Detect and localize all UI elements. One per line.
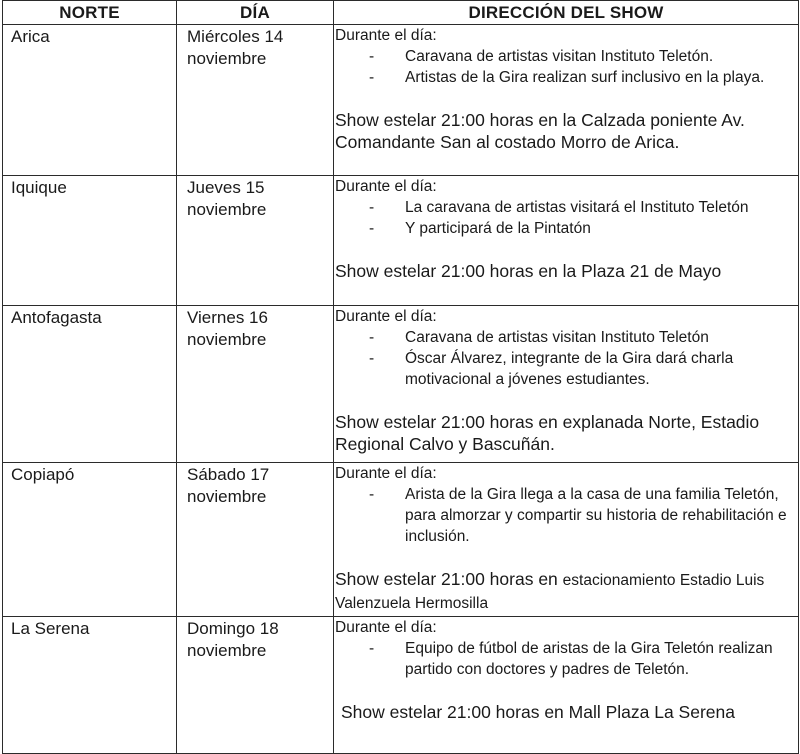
city-cell: Antofagasta [3, 306, 177, 463]
during-label: Durante el día: [335, 27, 437, 44]
activity-text: Y participará de la Pintatón [405, 220, 591, 237]
detail-cell [334, 463, 799, 617]
activity-list [335, 484, 796, 547]
detail-cell [334, 617, 799, 754]
detail-cell [334, 25, 799, 176]
during-label: Durante el día: [335, 308, 437, 325]
day-cell [177, 306, 334, 463]
table-row [3, 617, 799, 754]
day-month: noviembre [187, 641, 267, 660]
activity-text: Artistas de la Gira realizan surf inclusivo en la playa. [405, 69, 765, 86]
show-schedule-table [2, 0, 799, 754]
city-cell: Iquique [3, 176, 177, 306]
dash-bullet: - [369, 486, 375, 503]
during-label: Durante el día: [335, 178, 437, 195]
day-date: Miércoles 14 [187, 27, 284, 46]
detail-cell [334, 306, 799, 463]
day-date: Viernes 16 [187, 308, 268, 327]
day-month: noviembre [187, 200, 267, 219]
day-date: Domingo 18 [187, 619, 279, 638]
during-label: Durante el día: [335, 465, 437, 482]
day-date: Jueves 15 [187, 178, 265, 197]
list-item [335, 348, 796, 390]
day-cell [177, 176, 334, 306]
during-label: Durante el día: [335, 619, 437, 636]
list-item [335, 484, 796, 547]
activity-text: Caravana de artistas visitan Instituto Teletón [405, 329, 709, 346]
dash-bullet: - [369, 329, 375, 346]
activity-list [335, 327, 796, 390]
list-item [335, 46, 796, 67]
activity-list [335, 46, 796, 88]
table-row [3, 306, 799, 463]
header-day: DÍA [177, 1, 334, 25]
detail-cell [334, 176, 799, 306]
table-row [3, 176, 799, 306]
show-text: Show estelar 21:00 horas en la Calzada poniente Av. Comandante San al costado Morro de Arica. [335, 110, 745, 152]
show-text: Show estelar 21:00 horas en explanada Norte, Estadio Regional Calvo y Bascuñán. [335, 412, 760, 454]
activity-text: Equipo de fútbol de aristas de la Gira Teletón realizan partido con doctores y padres de Teletón. [405, 640, 773, 678]
day-month: noviembre [187, 49, 267, 68]
show-text-location: estacionamiento Estadio Luis Valenzuela Hermosilla [335, 572, 765, 612]
dash-bullet: - [369, 350, 375, 367]
show-text: Show estelar 21:00 horas en Mall Plaza La Serena [341, 702, 735, 722]
city-cell: La Serena [3, 617, 177, 754]
header-detail: DIRECCIÓN DEL SHOW [334, 1, 799, 25]
dash-bullet: - [369, 640, 375, 657]
list-item [335, 638, 796, 680]
list-item [335, 327, 796, 348]
day-date: Sábado 17 [187, 465, 270, 484]
dash-bullet: - [369, 220, 375, 237]
city-cell: Copiapó [3, 463, 177, 617]
dash-bullet: - [369, 199, 375, 216]
show-text: Show estelar 21:00 horas en la Plaza 21 de Mayo [335, 261, 722, 281]
table-row [3, 25, 799, 176]
activity-text: Óscar Álvarez, integrante de la Gira dará charla motivacional a jóvenes estudiantes. [405, 350, 734, 388]
activity-text: Arista de la Gira llega a la casa de una familia Teletón, para almorzar y compartir su historia de rehabilitación e inclusión. [405, 486, 787, 545]
dash-bullet: - [369, 48, 375, 65]
day-month: noviembre [187, 330, 267, 349]
header-city: NORTE [3, 1, 177, 25]
list-item [335, 218, 796, 239]
activity-text: La caravana de artistas visitará el Instituto Teletón [405, 199, 749, 216]
day-month: noviembre [187, 487, 267, 506]
activity-list [335, 197, 796, 239]
activity-text: Caravana de artistas visitan Instituto Teletón. [405, 48, 714, 65]
show-text-prefix: Show estelar 21:00 horas en [335, 569, 563, 589]
dash-bullet: - [369, 69, 375, 86]
city-cell: Arica [3, 25, 177, 176]
show-text [335, 568, 796, 614]
activity-list [335, 638, 796, 680]
day-cell [177, 25, 334, 176]
list-item [335, 67, 796, 88]
list-item [335, 197, 796, 218]
table-header-row [3, 1, 799, 25]
day-cell [177, 617, 334, 754]
day-cell [177, 463, 334, 617]
table-row [3, 463, 799, 617]
